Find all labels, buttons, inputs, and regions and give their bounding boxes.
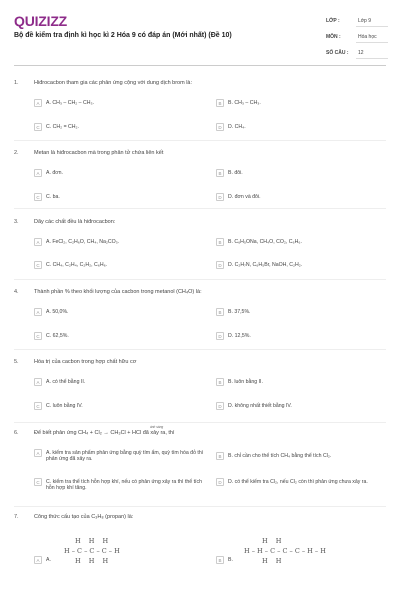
question-5 [14,359,386,421]
option-letter: D [216,478,224,486]
option-letter: B [216,452,224,460]
option-text: D. đơn và đôi. [228,194,261,200]
meta-value: 12 [356,47,388,59]
option-text: D. có thể kiểm tra Cl₂, nếu Cl₂ còn thì phản ứng chưa xảy ra. [228,479,368,485]
option-text: C. ba. [46,194,60,200]
question-text: Thành phần % theo khối lượng của cacbon trong metanol (CH₄O) là: [34,289,202,295]
option-letter: C [34,402,42,410]
question-text: Để biết phản ứng CH₄ + Cl₂ → CH₃Cl + HCl đã xảy ra, thì [34,430,175,436]
option-c[interactable] [34,332,199,340]
option-text: C. CH₄, C₂H₄, C₂H₂, C₆H₆. [46,262,108,268]
option-text: A. kiểm tra sản phẩm phản ứng bằng quỳ tím ẩm, quỳ tím hóa đỏ thì phản ứng đã xảy ra. [46,450,204,462]
option-letter: B [216,378,224,386]
option-letter: D [216,261,224,269]
option-letter: A [34,169,42,177]
option-a[interactable] [34,308,199,316]
quizizz-logo: QUIZIZZ [14,13,68,29]
question-divider [14,208,386,209]
question-divider [14,506,386,507]
formula-b-bottom: H H [262,557,285,565]
option-text: A. có thể bằng II. [46,379,86,385]
option-letter: C [34,478,42,486]
meta-panel [326,13,388,61]
option-d[interactable] [216,478,391,486]
option-letter: C [34,261,42,269]
option-letter: A [34,238,42,246]
option-text: A. CH₃ – CH₂ – CH₃. [46,100,95,106]
option-text: C. 62,5%. [46,333,69,339]
option-c[interactable] [34,123,199,131]
option-letter: D [216,123,224,131]
structural-formula-a [60,536,150,566]
option-c[interactable] [34,478,209,491]
question-number: 6. [14,430,19,436]
option-letter: B [216,308,224,316]
option-b[interactable] [216,99,381,107]
question-number: 1. [14,80,19,86]
option-d[interactable] [216,402,381,410]
meta-row-class [326,13,388,29]
question-divider [14,279,386,280]
option-d[interactable] [216,332,381,340]
question-divider [14,140,386,141]
meta-key: SỐ CÂU : [326,50,349,56]
question-text: Dãy các chất đều là hiđrocacbon: [34,219,116,225]
meta-key: MÔN : [326,34,341,40]
option-text: C. CH₂ = CH₂. [46,124,79,130]
option-d[interactable] [216,261,381,269]
option-text: B. luôn bằng II. [228,379,263,385]
option-b[interactable] [216,452,381,460]
option-letter: D [216,332,224,340]
meta-value: Hóa học [356,31,388,43]
question-text: Metan là hiđrocacbon mà trong phân tử chứa liên kết [34,150,164,156]
option-b[interactable] [216,238,381,246]
option-text: D. CH₄. [228,124,246,130]
option-letter: C [34,123,42,131]
option-letter: B [216,238,224,246]
question-number: 5. [14,359,19,365]
option-letter: A [34,556,42,564]
option-a[interactable] [34,238,199,246]
option-letter: D [216,402,224,410]
option-b[interactable] [216,378,381,386]
option-letter: B [216,556,224,564]
question-3 [14,219,386,281]
option-text: B. đôi. [228,170,243,176]
document-title: Bộ đề kiểm tra định kì học kì 2 Hóa 9 có đáp án (Mới nhất) (Đề 10) [14,32,232,39]
meta-row-subject [326,29,388,45]
header-divider [14,65,386,66]
question-divider [14,422,386,423]
option-text: C. luôn bằng IV. [46,403,83,409]
option-text: B. C₆H₅ONa, CH₄O, CO₂, C₆H₆. [228,239,302,245]
option-a[interactable] [34,99,199,107]
option-text: A. FeCl₂, C₂H₆O, CH₄, Na₂CO₃. [46,239,120,245]
option-c[interactable] [34,402,199,410]
formula-b-middle: H – H – C – C – C – H – H [244,547,326,555]
option-text: B. 37,5%. [228,309,251,315]
option-text: D. không nhất thiết bằng IV. [228,403,292,409]
option-letter: C [34,193,42,201]
question-divider [14,349,386,350]
meta-value: Lớp 9 [356,15,388,27]
question-7 [14,514,386,600]
option-letter: B [216,99,224,107]
formula-a-top: H H H [75,537,112,545]
question-text: Công thức cấu tạo của C₃H₈ (propan) là: [34,514,134,520]
option-text: B. chỉ cần cho thể tích CH₄ bằng thể tích Cl₂. [228,453,332,459]
option-a[interactable] [34,169,199,177]
option-text: A. 50,0%. [46,309,69,315]
question-4 [14,289,386,351]
question-text: Hiđrocacbon tham gia các phản ứng cộng với dung dịch brom là: [34,80,193,86]
question-number: 2. [14,150,19,156]
option-letter: D [216,193,224,201]
structural-formula-b [238,536,368,566]
option-a[interactable] [34,449,209,462]
option-text: A. đơn. [46,170,63,176]
formula-a-bottom: H H H [75,557,112,565]
option-b[interactable] [216,169,381,177]
question-number: 7. [14,514,19,520]
option-letter: A [34,449,42,457]
option-text: D. C₂H₇N, C₆H₅Br, NaOH, C₂H₂. [228,262,303,268]
option-letter: A [34,99,42,107]
question-number: 3. [14,219,19,225]
option-a[interactable] [34,378,199,386]
option-letter: B [216,169,224,177]
question-number: 4. [14,289,19,295]
question-text: Hóa trị của cacbon trong hợp chất hữu cơ [34,359,137,365]
option-c[interactable] [34,193,199,201]
option-letter: A [34,378,42,386]
option-text: C. kiểm tra thể tích hỗn hợp khí, nếu có phản ứng xảy ra thì thể tích hỗn hợp khí tăng. [46,479,202,491]
formula-b-top: H H [262,537,285,545]
formula-a-middle: H – C – C – C – H [64,547,120,555]
option-letter: C [34,332,42,340]
question-1 [14,80,386,140]
option-text: B. [228,557,233,563]
option-d[interactable] [216,193,381,201]
reaction-condition-label: ánh sáng [150,425,164,429]
option-d[interactable] [216,123,381,131]
meta-row-count [326,45,388,61]
option-text: B. CH₃ – CH₃. [228,100,261,106]
question-2 [14,150,386,210]
option-c[interactable] [34,261,199,269]
meta-key: LỚP : [326,18,340,24]
option-text: D. 12,5%. [228,333,251,339]
question-6 [14,425,386,508]
option-text: A. [46,557,51,563]
option-b[interactable] [216,308,381,316]
option-letter: A [34,308,42,316]
